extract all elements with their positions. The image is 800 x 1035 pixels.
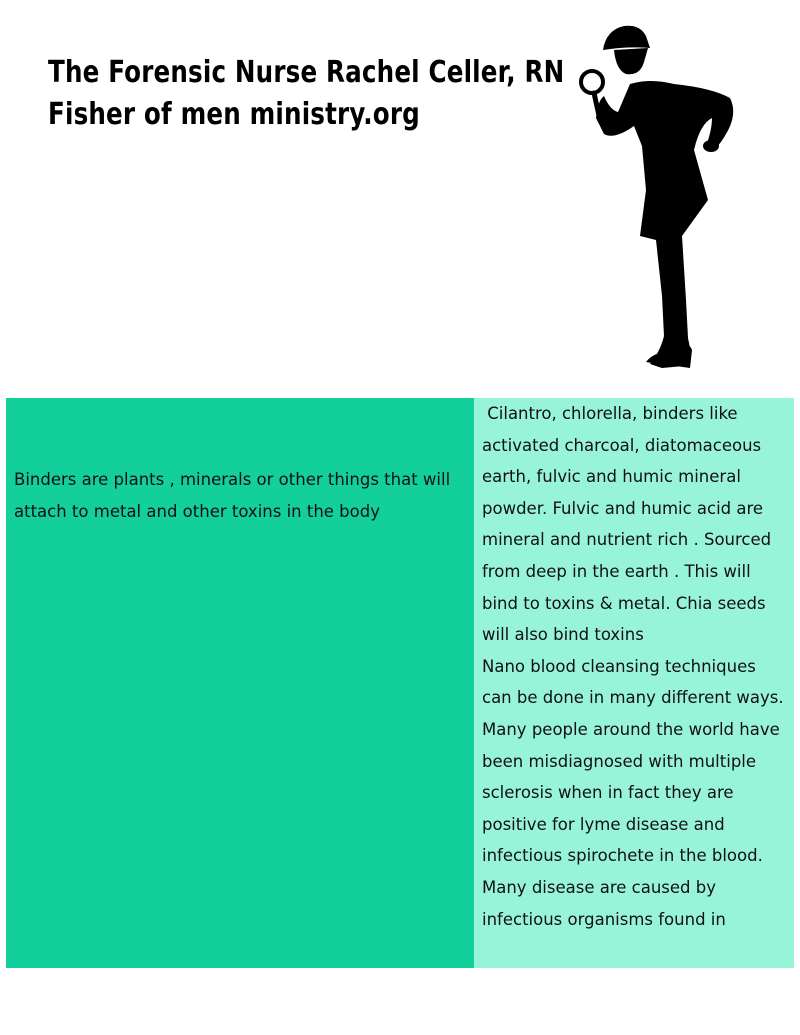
binders-definition-text: Binders are plants , minerals or other things that will attach to metal and other toxins in the body [14, 470, 451, 521]
page-title [48, 52, 564, 136]
detective-woman-silhouette-icon [574, 22, 744, 374]
nano-cleansing-paragraph: Nano blood cleansing techniques can be done in many different ways. Many people around the world have been misdiagnosed with multiple sclerosis when in fact they are positive for lyme disease and infectious spirochete in the blood. Many disease are caused by infectious organisms found in [482, 656, 789, 929]
title-line-2: Fisher of men ministry.org [48, 97, 420, 132]
title-line-1: The Forensic Nurse Rachel Celler, RN [48, 55, 565, 90]
binders-details-panel [474, 398, 794, 968]
binders-details-text [482, 398, 790, 935]
binders-list-paragraph: Cilantro, chlorella, binders like activated charcoal, diatomaceous earth, fulvic and humic mineral powder. Fulvic and humic acid are mineral and nutrient rich . Sourced from deep in the earth . This will bind to toxins & metal. Chia seeds will also bind toxins [482, 404, 777, 645]
binders-definition-panel [6, 398, 474, 968]
